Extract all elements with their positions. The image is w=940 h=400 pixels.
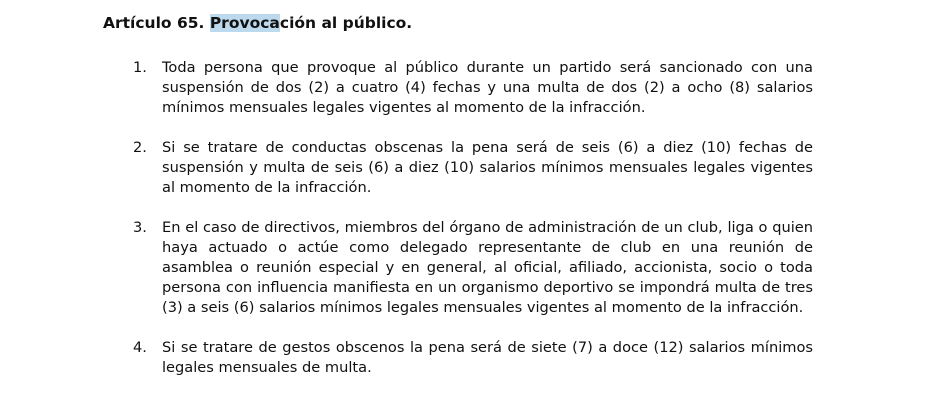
item-text: Si se tratare de gestos obscenos la pena será de siete (7) a doce (12) salarios mínimos legales mensuales de multa. (162, 339, 813, 376)
item-number: 1. (133, 59, 147, 76)
heading-prefix: Artículo 65. (103, 14, 210, 32)
list-item (133, 138, 813, 198)
item-text: Toda persona que provoque al público durante un partido será sancionado con una suspensión de dos (2) a cuatro (4) fechas y una multa de dos (2) a ocho (8) salarios mínimos mensuales legales vigentes al momento de la infracción. (162, 59, 813, 116)
item-number: 2. (133, 139, 147, 156)
list-item (133, 218, 813, 318)
item-number: 3. (133, 219, 147, 236)
heading-suffix: ción al público. (279, 14, 413, 32)
article-items (133, 58, 813, 398)
list-item (133, 58, 813, 118)
list-item (133, 338, 813, 378)
selected-text[interactable]: Provoca (209, 14, 280, 32)
item-text: Si se tratare de conductas obscenas la pena será de seis (6) a diez (10) fechas de suspensión y multa de seis (6) a diez (10) salarios mínimos mensuales legales vigentes al momento de la infracción. (162, 139, 813, 196)
article-heading (103, 14, 412, 32)
item-number: 4. (133, 339, 147, 356)
item-text: En el caso de directivos, miembros del órgano de administración de un club, liga o quien haya actuado o actúe como delegado representante de club en una reunión de asamblea o reunión especial y en general, al oficial, afiliado, accionista, socio o toda persona con influencia manifiesta en un organismo deportivo se impondrá multa de tres (3) a seis (6) salarios mínimos legales mensuales vigentes al momento de la infracción. (162, 219, 813, 316)
